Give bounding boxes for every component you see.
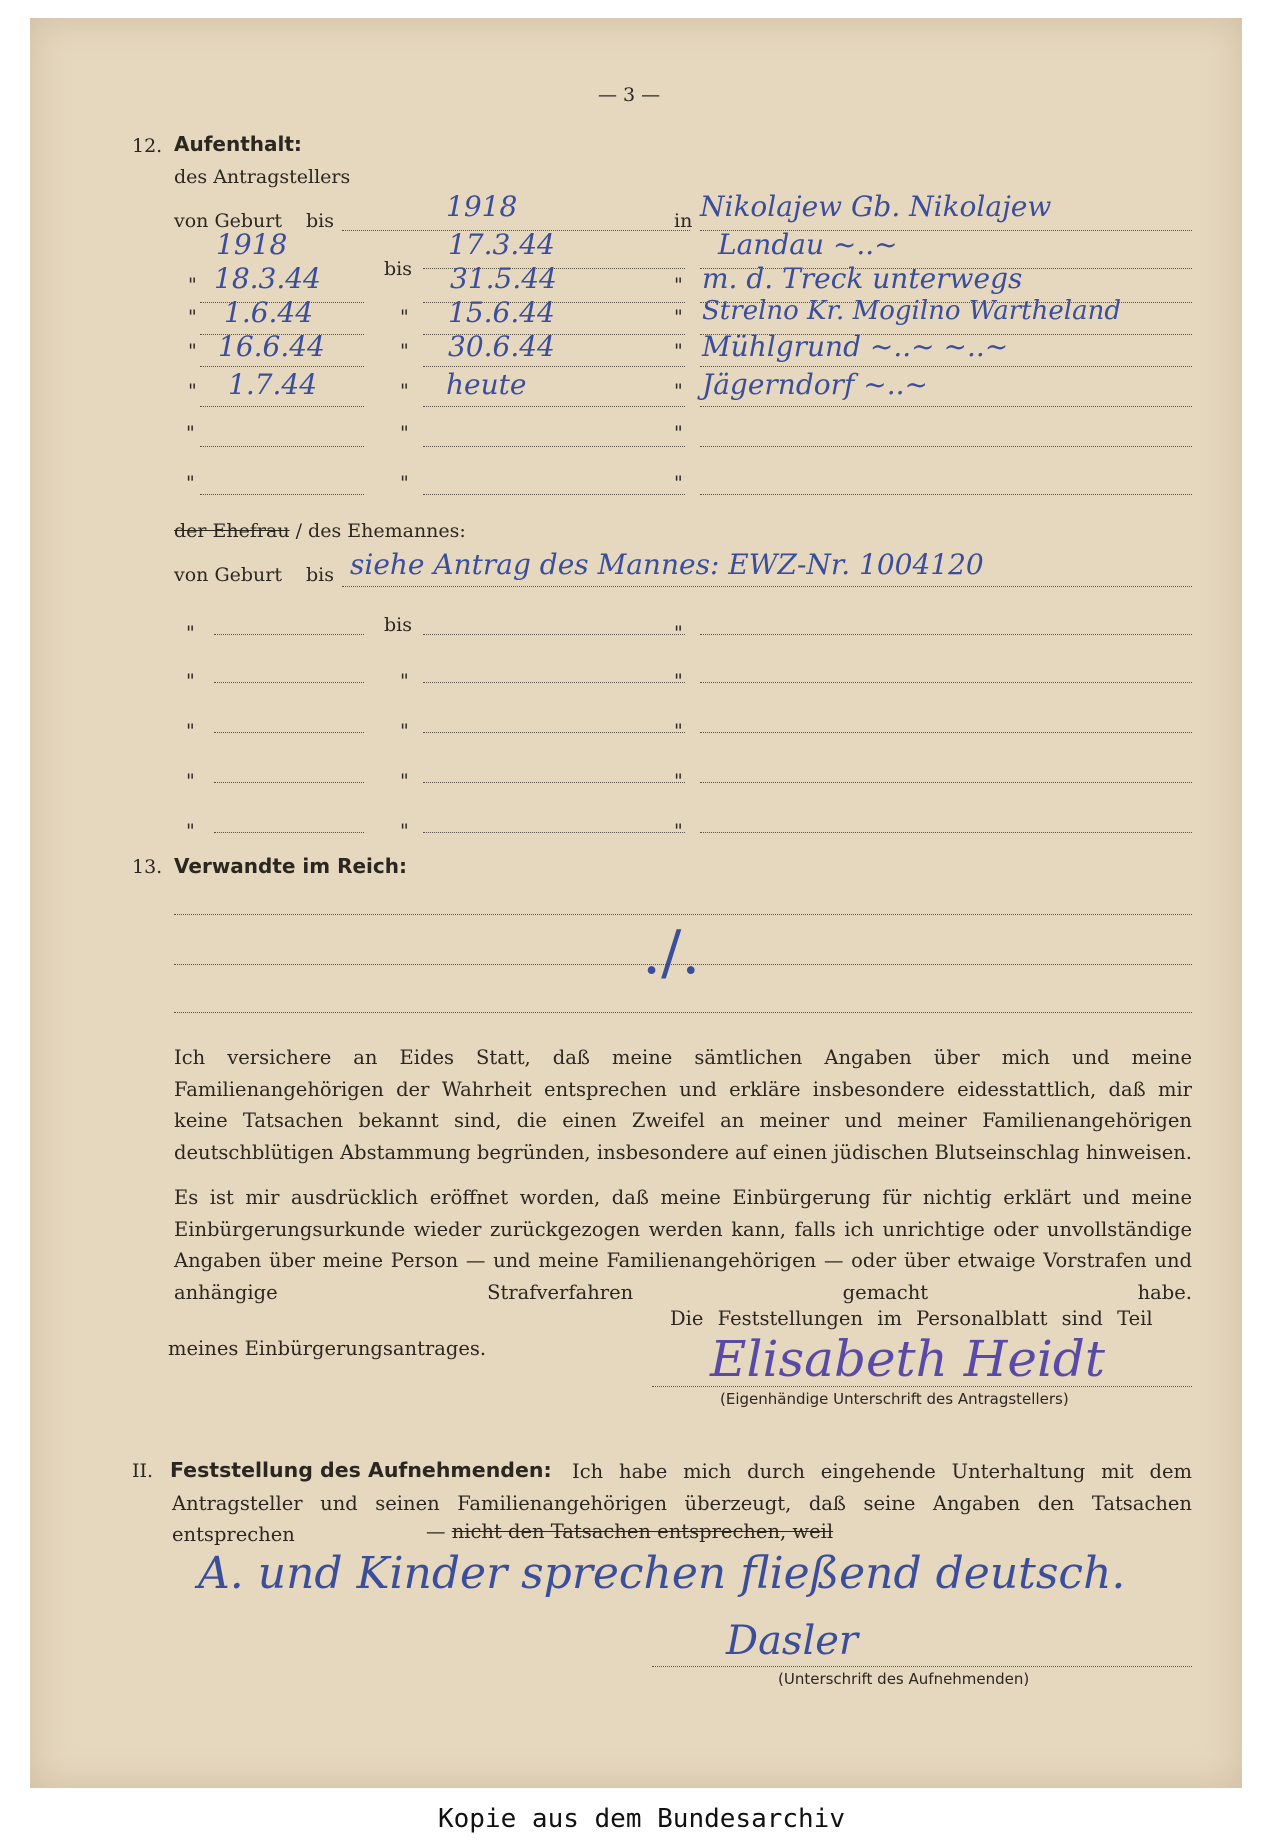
row0-place: Nikolajew Gb. Nikolajew: [700, 190, 1052, 223]
dotted-line: [423, 446, 685, 447]
ditto-mark: ": [674, 380, 683, 402]
dotted-line: [174, 914, 1192, 915]
archive-footer: Kopie aus dem Bundesarchiv: [438, 1804, 845, 1834]
from-birth-label: von Geburt: [174, 210, 282, 232]
row1-to: 17.3.44: [448, 228, 555, 261]
ditto-mark: ": [400, 340, 409, 362]
applicant-signature-caption: (Eigenhändige Unterschrift des Antragstellers): [720, 1390, 1069, 1408]
ditto-mark: ": [400, 472, 409, 494]
declaration-statement-b: meines Einbürgerungsantrages.: [168, 1337, 487, 1360]
row1-from: 1918: [216, 228, 288, 261]
signature-line: [652, 1666, 1192, 1667]
ditto-mark: ": [674, 306, 683, 328]
until-label: bis: [306, 210, 334, 232]
section2-number: II.: [132, 1460, 154, 1482]
spouse-label-struck: der Ehefrau: [174, 520, 290, 542]
section13-mark: ./.: [642, 918, 701, 988]
document-page: [30, 18, 1242, 1788]
section2-handwritten-note: A. und Kinder sprechen fließend deutsch.: [198, 1548, 1126, 1599]
row4-place: Mühlgrund ~..~ ~..~: [702, 330, 1009, 363]
dotted-line: [423, 494, 685, 495]
dotted-line: [214, 682, 364, 683]
dotted-line: [214, 732, 364, 733]
section12-number: 12.: [132, 135, 163, 157]
section12-subtitle: des Antragstellers: [174, 166, 351, 188]
row5-to: heute: [446, 368, 527, 401]
ditto-mark: ": [188, 274, 197, 296]
row2-place: m. d. Treck unterwegs: [702, 262, 1023, 295]
ditto-mark: ": [674, 422, 683, 444]
ditto-mark: ": [400, 770, 409, 792]
ditto-mark: ": [674, 770, 683, 792]
row2-from: 18.3.44: [214, 262, 321, 295]
row3-place: Strelno Kr. Mogilno Wartheland: [702, 296, 1121, 326]
ditto-mark: ": [674, 274, 683, 296]
dotted-line: [423, 782, 685, 783]
dotted-line: [200, 406, 364, 407]
dotted-line: [700, 732, 1192, 733]
ditto-mark: ": [186, 622, 195, 644]
dotted-line: [423, 406, 685, 407]
section2-dash: —: [426, 1520, 446, 1543]
dotted-line: [423, 634, 685, 635]
ditto-mark: ": [188, 306, 197, 328]
ditto-mark: ": [186, 770, 195, 792]
section2-title: Feststellung des Aufnehmenden:: [170, 1458, 552, 1482]
spouse-label-rest: / des Ehemannes:: [295, 520, 466, 542]
spouse-until-label: bis: [306, 564, 334, 586]
dotted-line: [423, 366, 685, 367]
ditto-mark: ": [186, 422, 195, 444]
dotted-line: [214, 634, 364, 635]
dotted-line: [423, 682, 685, 683]
dotted-line: [423, 832, 685, 833]
ditto-mark: ": [186, 472, 195, 494]
ditto-mark: ": [674, 340, 683, 362]
section12-title: Aufenthalt:: [174, 132, 302, 156]
ditto-mark: ": [186, 820, 195, 842]
row4-to: 30.6.44: [448, 330, 555, 363]
dotted-line: [700, 446, 1192, 447]
ditto-mark: ": [400, 306, 409, 328]
ditto-mark: ": [674, 720, 683, 742]
section2-struck: nicht den Tatsachen entsprechen, weil: [451, 1520, 834, 1543]
dotted-line: [200, 366, 364, 367]
in-label: in: [674, 210, 693, 232]
row5-place: Jägerndorf ~..~: [702, 368, 928, 401]
ditto-mark: ": [400, 380, 409, 402]
ditto-mark: ": [674, 670, 683, 692]
until-label: bis: [384, 614, 412, 636]
ditto-mark: ": [674, 820, 683, 842]
spouse-note: siehe Antrag des Mannes: EWZ-Nr. 1004120: [350, 548, 984, 581]
ditto-mark: ": [400, 720, 409, 742]
examiner-signature-caption: (Unterschrift des Aufnehmenden): [778, 1670, 1030, 1688]
declaration-para2: Es ist mir ausdrücklich eröffnet worden, daß meine Einbürgerung für nichtig erklärt und meine Einbürgerungsurkunde wieder zurückgezogen werden kann, falls ich unrichtige oder unvollständige Angaben über meine Person — und meine Familienangehörigen — oder über etwaige Vorstrafen und anhängige Strafverfahren gemacht habe.: [174, 1186, 1192, 1304]
ditto-mark: ": [400, 422, 409, 444]
dotted-line: [700, 366, 1192, 367]
row3-from: 1.6.44: [224, 296, 314, 329]
dotted-line: [700, 634, 1192, 635]
until-label: bis: [384, 258, 412, 280]
dotted-line: [200, 494, 364, 495]
spouse-label: [174, 520, 466, 542]
examiner-signature: Dasler: [726, 1618, 859, 1664]
row3-to: 15.6.44: [448, 296, 555, 329]
row1-place: Landau ~..~: [718, 228, 898, 261]
row0-to: 1918: [446, 190, 518, 223]
ditto-mark: ": [188, 380, 197, 402]
dotted-line: [700, 682, 1192, 683]
ditto-mark: ": [400, 820, 409, 842]
signature-line: [652, 1386, 1192, 1387]
row5-from: 1.7.44: [228, 368, 318, 401]
declaration-para1: Ich versichere an Eides Statt, daß meine sämtlichen Angaben über mich und meine Familienangehörigen der Wahrheit entsprechen und erkläre insbesondere eidesstattlich, daß mir keine Tatsachen bekannt sind, die einen Zweifel an meiner und meiner Familienangehörigen deutschblütigen Abstammung begründen, insbesondere auf einen jüdischen Blutseinschlag hinweisen.: [174, 1046, 1192, 1164]
row2-to: 31.5.44: [450, 262, 557, 295]
ditto-mark: ": [400, 670, 409, 692]
page-number: — 3 —: [598, 84, 661, 106]
dotted-line: [423, 732, 685, 733]
dotted-line: [214, 782, 364, 783]
dotted-line: [342, 586, 1192, 587]
dotted-line: [700, 406, 1192, 407]
row4-from: 16.6.44: [218, 330, 325, 363]
declaration-statement-a: Die Feststellungen im Personalblatt sind Teil: [670, 1307, 1153, 1330]
ditto-mark: ": [674, 622, 683, 644]
section2-text: Ich habe mich durch eingehende Unterhaltung mit dem Antragsteller und seinen Familienangehörigen überzeugt, daß seine Angaben den Tatsachen entsprechen: [172, 1460, 1192, 1546]
section2-continuation: [172, 1520, 833, 1543]
dotted-line: [700, 832, 1192, 833]
dotted-line: [700, 782, 1192, 783]
dotted-line: [214, 832, 364, 833]
section13-title: Verwandte im Reich:: [174, 854, 407, 878]
dotted-line: [174, 1012, 1192, 1013]
ditto-mark: ": [186, 720, 195, 742]
ditto-mark: ": [674, 472, 683, 494]
ditto-mark: ": [188, 340, 197, 362]
section13-number: 13.: [132, 856, 163, 878]
applicant-signature: Elisabeth Heidt: [710, 1330, 1106, 1388]
dotted-line: [700, 494, 1192, 495]
dotted-line: [200, 446, 364, 447]
ditto-mark: ": [186, 670, 195, 692]
spouse-from-birth-label: von Geburt: [174, 564, 282, 586]
